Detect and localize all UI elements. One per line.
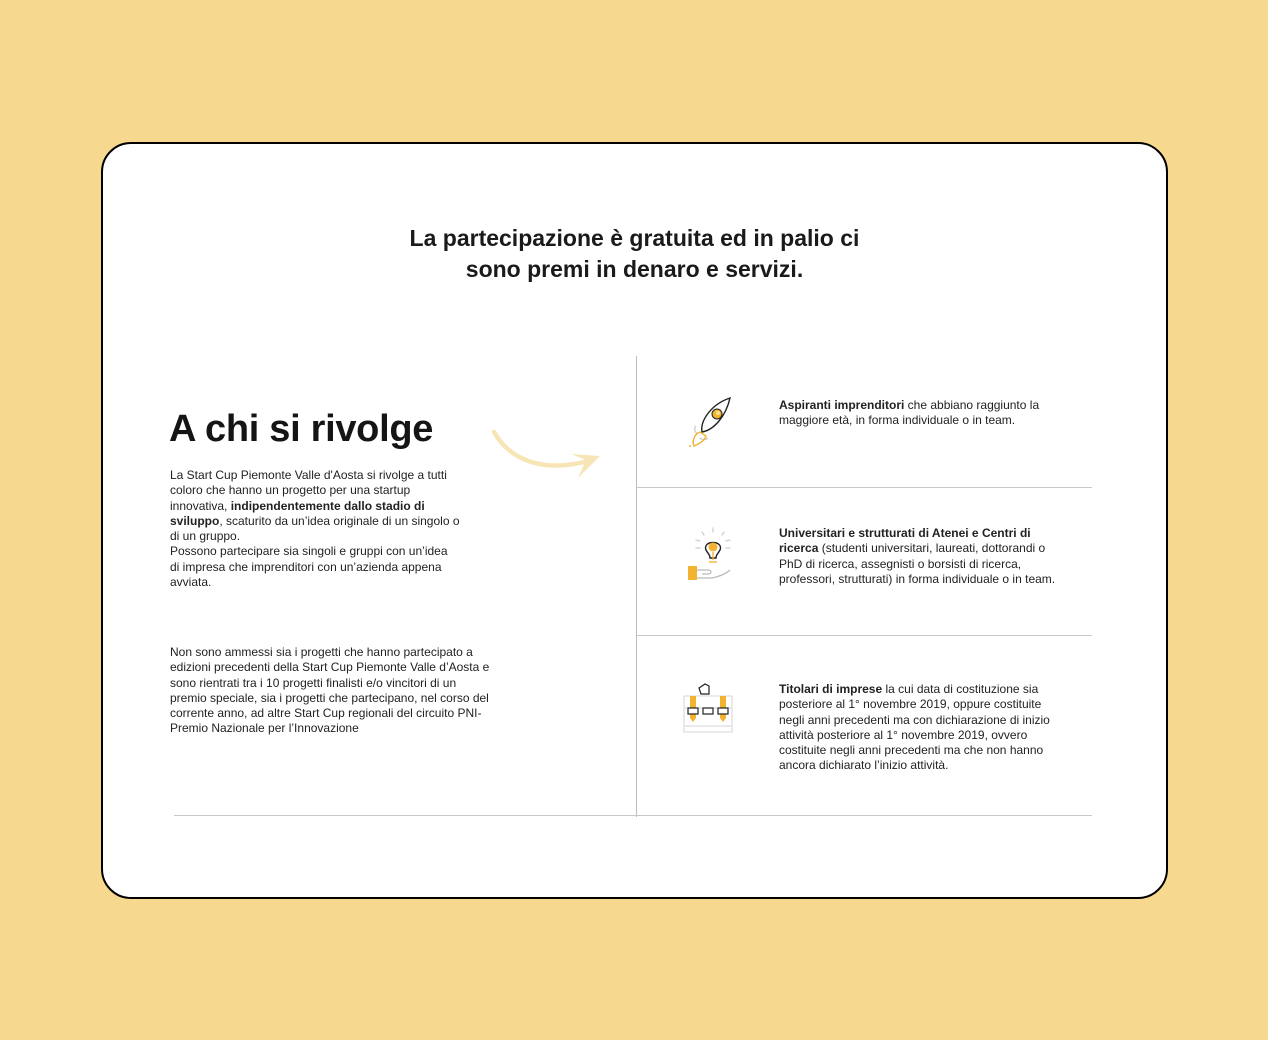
bold-fragment: Aspiranti imprenditori: [779, 398, 905, 412]
text-line: attività posteriore al 1° novembre 2019, ovvero: [779, 727, 1028, 742]
text-line: negli anni precedenti ma con dichiarazione di inizio: [779, 712, 1050, 727]
headline-line-1: La partecipazione è gratuita ed in palio ci: [409, 225, 860, 251]
text-line: [170, 514, 460, 529]
lightbulb-hand-icon: [682, 526, 740, 584]
vertical-divider: [636, 356, 637, 817]
text-line: PhD di ricerca, assegnisti o borsisti di ricerca,: [779, 556, 1022, 571]
briefcase-icon: [680, 680, 738, 738]
text-line: professori, strutturati) in forma individuale o in team.: [779, 571, 1056, 586]
text-line: [779, 526, 1055, 541]
bold-fragment: Universitari e strutturati di Atenei e Centri di: [779, 526, 1031, 540]
headline: [103, 223, 1166, 285]
text-line: sono rientrati tra i 10 progetti finalisti e/o vincitori di un: [170, 675, 457, 690]
text-line: ancora dichiarato l’inizio attività.: [779, 758, 949, 773]
text-line: costituite negli anni precedenti ma che non hanno: [779, 743, 1044, 758]
text-line: coloro che hanno un progetto per una startup: [170, 483, 411, 498]
text-fragment: la cui data di costituzione sia: [882, 682, 1039, 696]
text-line: avviata.: [170, 575, 212, 590]
text-line: [779, 541, 1055, 556]
text-line: premio speciale, sia i progetti che partecipano, nel corso del: [170, 690, 489, 705]
text-line: [779, 682, 1050, 697]
bold-fragment: indipendentemente dallo stadio di: [230, 498, 425, 513]
text-fragment: che abbiano raggiunto la: [904, 398, 1040, 412]
bold-fragment: Titolari di imprese: [779, 682, 883, 696]
bottom-divider: [174, 815, 1092, 816]
intro-paragraph: [170, 468, 460, 590]
text-line: maggiore età, in forma individuale o in team.: [779, 413, 1016, 428]
text-line: Premio Nazionale per l’Innovazione: [170, 721, 359, 736]
content-card: [101, 142, 1168, 899]
headline-line-2: sono premi in denaro e servizi.: [465, 256, 804, 282]
text-line: corrente anno, ad altre Start Cup regionali del circuito PNI-: [170, 706, 482, 721]
text-line: Possono partecipare sia singoli e gruppi con un’idea: [170, 544, 448, 559]
text-line: [170, 499, 460, 514]
exclusions-paragraph: [170, 645, 489, 737]
text-line: di impresa che imprenditori con un’azienda appena: [170, 559, 442, 574]
section-title: A chi si rivolge: [169, 408, 434, 450]
curved-arrow-icon: [488, 422, 603, 482]
item-divider: [637, 487, 1092, 488]
text-line: Non sono ammessi sia i progetti che hanno partecipato a: [170, 645, 473, 659]
text-line: posteriore al 1° novembre 2019, oppure costituite: [779, 697, 1042, 712]
item-divider: [637, 635, 1092, 636]
bold-fragment: ricerca: [779, 541, 819, 556]
text-line: edizioni precedenti della Start Cup Piemonte Valle d’Aosta e: [170, 660, 490, 675]
target-text: [779, 682, 1050, 774]
text-fragment: , scaturito da un’idea originale di un singolo o: [219, 513, 460, 528]
text-line: La Start Cup Piemonte Valle d'Aosta si rivolge a tutti: [170, 468, 447, 482]
text-line: di un gruppo.: [170, 529, 241, 544]
rocket-icon: [682, 392, 740, 450]
text-line: [779, 398, 1039, 413]
target-text: [779, 526, 1055, 587]
bold-fragment: sviluppo: [170, 513, 220, 528]
text-fragment: (studenti universitari, laureati, dottorandi o: [818, 541, 1046, 556]
text-fragment: innovativa,: [170, 498, 231, 513]
target-text: [779, 398, 1039, 429]
